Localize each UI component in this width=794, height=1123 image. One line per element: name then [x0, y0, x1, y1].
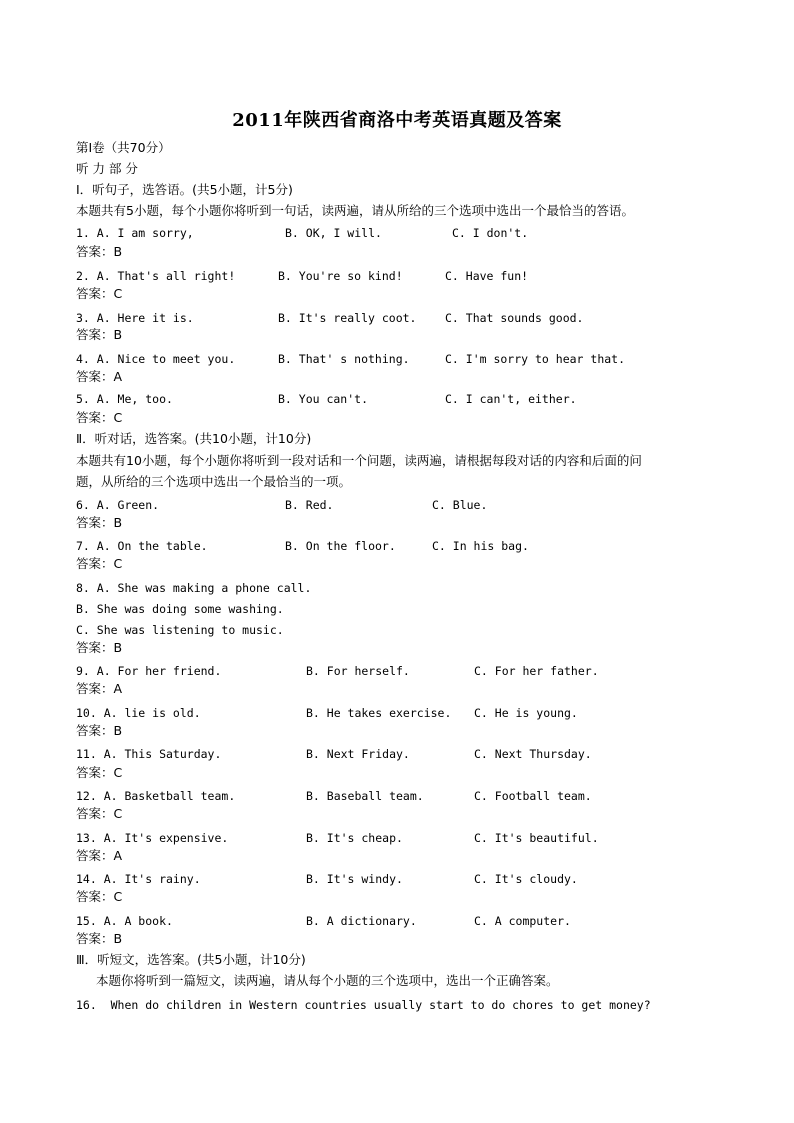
- q1-option-c: C. I don't.: [452, 226, 529, 240]
- q7-option-a: 7. A. On the table.: [76, 539, 208, 553]
- q10-answer: 答案：B: [76, 723, 123, 738]
- volume-label: 第Ⅰ卷（共70分）: [76, 140, 171, 155]
- section3-heading: Ⅲ．听短文，选答案。(共5小题，计10分): [76, 952, 306, 967]
- q13-option-a: 13. A. It's expensive.: [76, 831, 229, 845]
- q10-option-a: 10. A. lie is old.: [76, 706, 201, 720]
- q2-answer: 答案：C: [76, 286, 123, 301]
- q2-option-c: C. Have fun!: [445, 269, 529, 283]
- q2-option-a: 2. A. That's all right!: [76, 269, 236, 283]
- q12-option-b: B. Baseball team.: [306, 789, 424, 803]
- q1-option-b: B. OK, I will.: [285, 226, 382, 240]
- q1-option-a: 1. A. I am sorry,: [76, 226, 194, 240]
- q11-option-c: C. Next Thursday.: [474, 747, 592, 761]
- q13-option-c: C. It's beautiful.: [474, 831, 599, 845]
- q6-answer: 答案：B: [76, 515, 123, 530]
- q9-option-a: 9. A. For her friend.: [76, 664, 222, 678]
- q15-option-a: 15. A. A book.: [76, 914, 173, 928]
- q12-option-a: 12. A. Basketball team.: [76, 789, 236, 803]
- q7-option-b: B. On the floor.: [285, 539, 396, 553]
- q14-option-c: C. It's cloudy.: [474, 872, 578, 886]
- q4-option-c: C. I'm sorry to hear that.: [445, 352, 626, 366]
- q1-answer: 答案：B: [76, 244, 123, 259]
- q10-option-b: B. He takes exercise.: [306, 706, 452, 720]
- q6-option-b: B. Red.: [285, 498, 334, 512]
- q4-option-b: B. That' s nothing.: [278, 352, 410, 366]
- q4-option-a: 4. A. Nice to meet you.: [76, 352, 236, 366]
- q7-option-c: C. In his bag.: [432, 539, 529, 553]
- q11-option-b: B. Next Friday.: [306, 747, 410, 761]
- section1-instruction: 本题共有5小题，每个小题你将听到一句话，读两遍，请从所给的三个选项中选出一个最恰当的答语。: [76, 203, 634, 218]
- q15-option-b: B. A dictionary.: [306, 914, 417, 928]
- section2-instruction-line2: 题，从所给的三个选项中选出一个最恰当的一项。: [76, 474, 352, 489]
- q11-option-a: 11. A. This Saturday.: [76, 747, 222, 761]
- q6-option-c: C. Blue.: [432, 498, 488, 512]
- q12-answer: 答案：C: [76, 806, 123, 821]
- q8-option-b: B. She was doing some washing.: [76, 602, 284, 616]
- q5-option-b: B. You can't.: [278, 392, 369, 406]
- q13-option-b: B. It's cheap.: [306, 831, 403, 845]
- q8-answer: 答案：B: [76, 640, 123, 655]
- q6-option-a: 6. A. Green.: [76, 498, 160, 512]
- q9-option-c: C. For her father.: [474, 664, 599, 678]
- q9-answer: 答案：A: [76, 681, 123, 696]
- q13-answer: 答案：A: [76, 848, 123, 863]
- q3-option-c: C. That sounds good.: [445, 311, 584, 325]
- q15-answer: 答案：B: [76, 931, 123, 946]
- q4-answer: 答案：A: [76, 369, 123, 384]
- q2-option-b: B. You're so kind!: [278, 269, 403, 283]
- q3-answer: 答案：B: [76, 327, 123, 342]
- q11-answer: 答案：C: [76, 765, 123, 780]
- q10-option-c: C. He is young.: [474, 706, 578, 720]
- q3-option-b: B. It's really coot.: [278, 311, 417, 325]
- q12-option-c: C. Football team.: [474, 789, 592, 803]
- q7-answer: 答案：C: [76, 556, 123, 571]
- section2-heading: Ⅱ．听对话，选答案。(共10小题，计10分): [76, 431, 312, 446]
- section1-heading: Ⅰ．听句子，选答语。(共5小题，计5分): [76, 182, 293, 197]
- q5-option-a: 5. A. Me, too.: [76, 392, 173, 406]
- q5-answer: 答案：C: [76, 410, 123, 425]
- section2-instruction-line1: 本题共有10小题，每个小题你将听到一段对话和一个问题，读两遍，请根据每段对话的内容和后面的问: [76, 453, 642, 468]
- q9-option-b: B. For herself.: [306, 664, 410, 678]
- section3-instruction: 本题你将听到一篇短文，读两遍，请从每个小题的三个选项中，选出一个正确答案。: [96, 973, 559, 988]
- q16-question: 16. When do children in Western countries usually start to do chores to get money?: [76, 998, 651, 1012]
- page-title: 2011年陕西省商洛中考英语真题及答案: [232, 110, 562, 131]
- q5-option-c: C. I can't, either.: [445, 392, 577, 406]
- q14-option-a: 14. A. It's rainy.: [76, 872, 201, 886]
- listening-heading: 听 力 部 分: [76, 161, 138, 176]
- q14-option-b: B. It's windy.: [306, 872, 403, 886]
- q8-option-a: 8. A. She was making a phone call.: [76, 581, 312, 595]
- q14-answer: 答案：C: [76, 889, 123, 904]
- q3-option-a: 3. A. Here it is.: [76, 311, 194, 325]
- q8-option-c: C. She was listening to music.: [76, 623, 284, 637]
- q15-option-c: C. A computer.: [474, 914, 571, 928]
